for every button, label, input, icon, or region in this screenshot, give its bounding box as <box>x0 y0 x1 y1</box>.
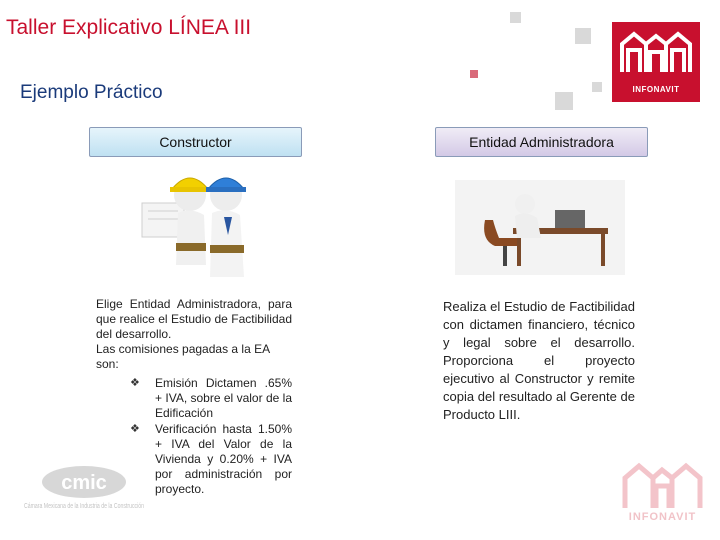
infonavit-logo <box>612 22 700 102</box>
page-title: Taller Explicativo LÍNEA III <box>6 16 252 39</box>
decor-square <box>510 12 521 23</box>
section-subtitle: Ejemplo Práctico <box>20 82 163 103</box>
cmic-logo <box>22 462 147 522</box>
person-at-desk-icon <box>455 180 625 275</box>
list-item <box>130 376 292 422</box>
cmic-caption: Cámara Mexicana de la Industria de la Construcción <box>24 503 145 510</box>
commissions-paragraph: Las comisiones pagadas a la EA son: <box>96 342 270 371</box>
decor-square <box>592 82 602 92</box>
constructor-paragraph: Elige Entidad Administradora, para que realice el Estudio de Factibilidad del desarrollo. <box>96 297 292 341</box>
diamond-bullet-icon: ❖ <box>130 377 140 389</box>
infonavit-watermark-house-icon <box>615 460 710 512</box>
entidad-description: Realiza el Estudio de Factibilidad con dictamen financiero, técnico y legal sobre el desarrollo. Proporciona el proyecto ejecutivo al Constructor y remite copia del resultado al Gerente de Producto LIII. <box>443 299 635 422</box>
construction-workers-icon <box>140 165 265 285</box>
desk-illustration <box>455 180 625 275</box>
bullet-text: Emisión Dictamen .65% + IVA, sobre el valor de la Edificación <box>155 376 292 421</box>
bullet-text: Verificación hasta 1.50% + IVA del Valor de la Vivienda y 0.20% + IVA por administración por proyecto. <box>155 421 292 497</box>
infonavit-house-icon <box>612 22 700 82</box>
cmic-logo-text: cmic <box>61 472 107 494</box>
decor-square <box>555 92 573 110</box>
infonavit-watermark <box>615 460 710 525</box>
diamond-bullet-icon: ❖ <box>130 422 140 435</box>
logo-text: INFONAVIT <box>632 85 680 94</box>
list-item <box>130 422 292 498</box>
decor-square <box>575 28 591 44</box>
constructor-description <box>96 297 292 372</box>
entidad-administradora-header: Entidad Administradora <box>435 127 648 157</box>
infonavit-watermark-text: INFONAVIT <box>628 511 697 523</box>
workers-illustration <box>140 165 265 285</box>
commissions-list <box>130 376 292 498</box>
constructor-header: Constructor <box>89 127 302 157</box>
decor-square <box>470 70 478 78</box>
cmic-emblem-icon <box>22 462 147 522</box>
